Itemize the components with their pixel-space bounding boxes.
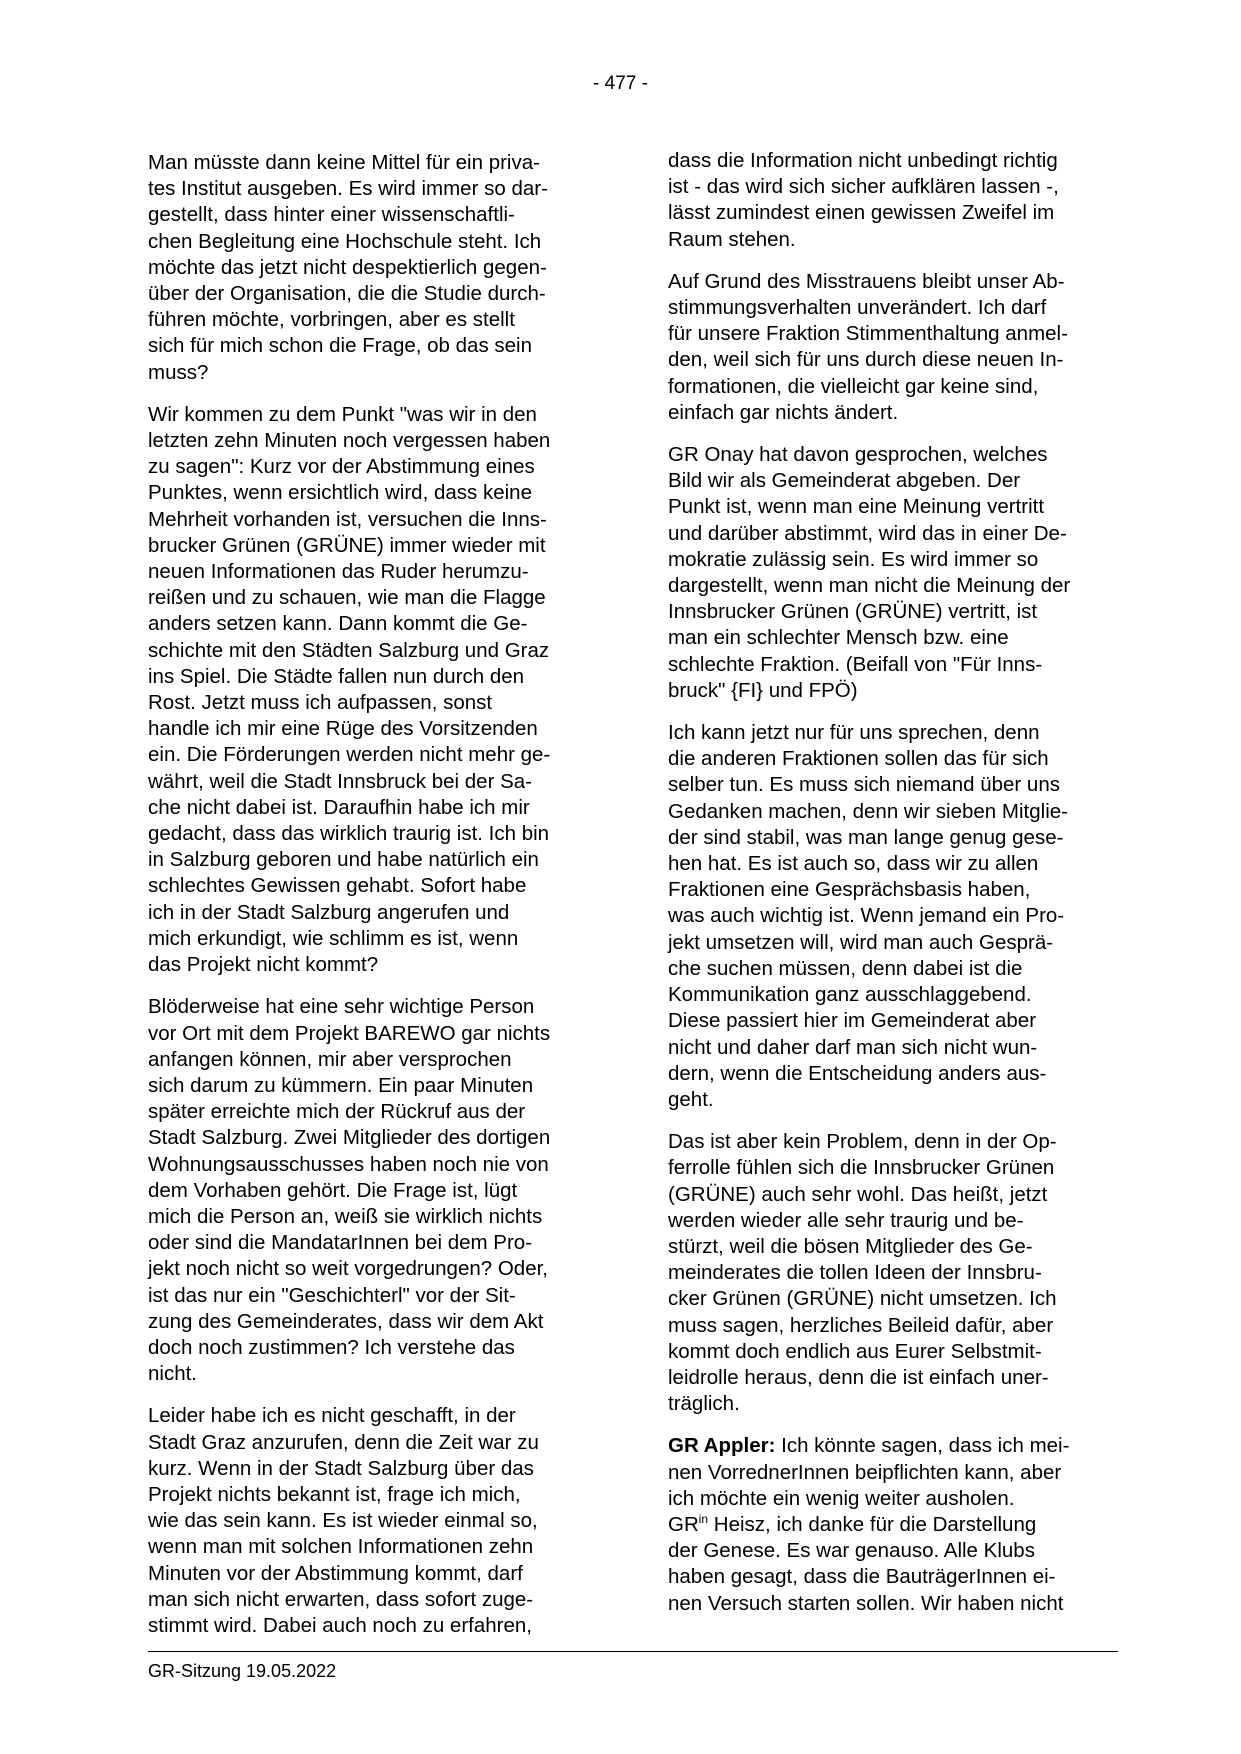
text-line: Gedanken machen, denn wir sieben Mitglie-	[668, 799, 1068, 823]
text-line: cker Grünen (GRÜNE) nicht umsetzen. Ich	[668, 1287, 1057, 1311]
text-line: man ein schlechter Mensch bzw. eine	[668, 626, 1009, 650]
text-line: ins Spiel. Die Städte fallen nun durch den	[148, 664, 525, 688]
text-line: dem Vorhaben gehört. Die Frage ist, lügt	[148, 1178, 518, 1202]
text-line: Ich kann jetzt nur für uns sprechen, denn	[668, 721, 1040, 745]
text-line: oder sind die MandatarInnen bei dem Pro-	[148, 1231, 533, 1255]
text-line: wie das sein kann. Es ist wieder einmal so,	[148, 1509, 538, 1533]
text-line: muss?	[148, 360, 209, 384]
text-line	[668, 1433, 1123, 1459]
footer-session-date: GR-Sitzung 19.05.2022	[148, 1661, 337, 1681]
text-line: die anderen Fraktionen sollen das für sich	[668, 747, 1049, 771]
left-column	[148, 150, 603, 1655]
text-line: GR Onay hat davon gesprochen, welches	[668, 443, 1048, 467]
text-line: man sich nicht erwarten, dass sofort zuge-	[148, 1587, 534, 1611]
text-line: ein. Die Förderungen werden nicht mehr ge-	[148, 743, 551, 767]
text-line: Punkt ist, wenn man eine Meinung vertritt	[668, 495, 1045, 519]
text-line: ich möchte ein wenig weiter ausholen.	[668, 1486, 1015, 1510]
text-line: Blöderweise hat eine sehr wichtige Person	[148, 995, 535, 1019]
text-line: führen möchte, vorbringen, aber es stellt	[148, 308, 515, 332]
text-line: Innsbrucker Grünen (GRÜNE) vertritt, ist	[668, 600, 1038, 624]
paragraph-appler	[668, 1433, 1123, 1616]
text-line: ist das nur ein "Geschichterl" vor der Sit-	[148, 1283, 516, 1307]
text-line: selber tun. Es muss sich niemand über uns	[668, 773, 1060, 797]
text-line: Stadt Salzburg. Zwei Mitglieder des dortigen	[148, 1126, 551, 1150]
text-line: kurz. Wenn in der Stadt Salzburg über das	[148, 1456, 534, 1480]
text-line: schlechtes Gewissen gehabt. Sofort habe	[148, 874, 527, 898]
text-line: che nicht dabei ist. Daraufhin habe ich mir	[148, 795, 530, 819]
text-line: geht.	[668, 1087, 714, 1111]
text-span: Heisz, ich danke für die Darstellung	[708, 1512, 1037, 1536]
text-line: ich in der Stadt Salzburg angerufen und	[148, 900, 510, 924]
text-line: zu sagen": Kurz vor der Abstimmung eines	[148, 455, 535, 479]
text-line: doch noch zustimmen? Ich verstehe das	[148, 1335, 515, 1359]
text-line: Minuten vor der Abstimmung kommt, darf	[148, 1561, 523, 1585]
text-line: letzten zehn Minuten noch vergessen haben	[148, 429, 551, 453]
paragraph	[668, 269, 1123, 426]
text-line: dass die Information nicht unbedingt richtig	[668, 149, 1058, 172]
paragraph	[668, 148, 1123, 253]
text-line: für unsere Fraktion Stimmenthaltung anmel-	[668, 322, 1068, 346]
text-line: stimmt wird. Dabei auch noch zu erfahren,	[148, 1613, 532, 1637]
text-line: tes Institut ausgeben. Es wird immer so dar-	[148, 177, 548, 201]
text-line: dern, wenn die Entscheidung anders aus-	[668, 1061, 1047, 1085]
text-line: Wir kommen zu dem Punkt "was wir in den	[148, 402, 537, 426]
text-line: stürzt, weil die bösen Mitglieder des Ge-	[668, 1234, 1033, 1258]
text-line: Projekt nichts bekannt ist, frage ich mich,	[148, 1482, 521, 1506]
text-line: neuen Informationen das Ruder herumzu-	[148, 560, 529, 584]
text-line: später erreichte mich der Rückruf aus der	[148, 1100, 526, 1124]
text-line: che suchen müssen, denn dabei ist die	[668, 956, 1023, 980]
text-line: stimmungsverhalten unverändert. Ich darf	[668, 296, 1047, 320]
text-line: haben gesagt, dass die BauträgerInnen ei-	[668, 1565, 1056, 1589]
text-line: Kommunikation ganz ausschlaggebend.	[668, 983, 1032, 1007]
text-line: das Projekt nicht kommt?	[148, 953, 379, 977]
text-line: jekt noch nicht so weit vorgedrungen? Oder,	[148, 1257, 548, 1281]
text-line: in Salzburg geboren und habe natürlich ein	[148, 848, 539, 872]
text-line: nen VorrednerInnen beipflichten kann, aber	[668, 1460, 1062, 1484]
paragraph	[668, 1129, 1123, 1417]
text-line: ist - das wird sich sicher aufklären lassen -,	[668, 175, 1059, 199]
text-line: (GRÜNE) auch sehr wohl. Das heißt, jetzt	[668, 1182, 1048, 1206]
text-line: schlechte Fraktion. (Beifall von "Für Inns-	[668, 652, 1043, 676]
text-line: sich darum zu kümmern. Ein paar Minuten	[148, 1073, 534, 1097]
text-line: Mehrheit vorhanden ist, versuchen die Inns-	[148, 507, 547, 531]
text-span: GR	[668, 1512, 699, 1536]
text-line: dargestellt, wenn man nicht die Meinung der	[668, 574, 1071, 598]
text-line: anders setzen kann. Dann kommt die Ge-	[148, 612, 528, 636]
text-line: sich für mich schon die Frage, ob das sein	[148, 334, 532, 358]
text-line: anfangen können, mir aber versprochen	[148, 1047, 512, 1071]
text-line: Punktes, wenn ersichtlich wird, dass keine	[148, 481, 532, 505]
paragraph	[148, 150, 603, 386]
paragraph	[148, 402, 603, 978]
speaker-name: GR Appler:	[668, 1434, 776, 1458]
text-line: Stadt Graz anzurufen, denn die Zeit war zu	[148, 1430, 539, 1454]
text-line: lässt zumindest einen gewissen Zweifel im	[668, 201, 1055, 225]
text-line: Rost. Jetzt muss ich aufpassen, sonst	[148, 691, 493, 715]
text-line: handle ich mir eine Rüge des Vorsitzenden	[148, 717, 538, 741]
paragraph	[668, 720, 1123, 1113]
text-line: der sind stabil, was man lange genug gese-	[668, 825, 1064, 849]
text-line: werden wieder alle sehr traurig und be-	[668, 1208, 1024, 1232]
text-line: den, weil sich für uns durch diese neuen In-	[668, 348, 1064, 372]
paragraph	[148, 994, 603, 1387]
text-line: wenn man mit solchen Informationen zehn	[148, 1535, 534, 1559]
text-line: chen Begleitung eine Hochschule steht. Ich	[148, 229, 542, 253]
footer-divider	[148, 1651, 1118, 1652]
text-line: Man müsste dann keine Mittel für ein priva-	[148, 151, 540, 174]
right-column	[668, 148, 1123, 1633]
text-line: formationen, die vielleicht gar keine sind,	[668, 374, 1039, 398]
text-line: Leider habe ich es nicht geschafft, in der	[148, 1404, 516, 1428]
text-line: zung des Gemeinderates, dass wir dem Akt	[148, 1309, 544, 1333]
text-line: währt, weil die Stadt Innsbruck bei der Sa-	[148, 769, 532, 793]
text-line: vor Ort mit dem Projekt BAREWO gar nichts	[148, 1021, 551, 1045]
text-line: Bild wir als Gemeinderat abgeben. Der	[668, 469, 1021, 493]
text-line: mich erkundigt, wie schlimm es ist, wenn	[148, 926, 519, 950]
text-line: brucker Grünen (GRÜNE) immer wieder mit	[148, 533, 546, 557]
text-line: über der Organisation, die die Studie durch-	[148, 282, 546, 306]
text-line: hen hat. Es ist auch so, dass wir zu allen	[668, 852, 1039, 876]
text-line: der Genese. Es war genauso. Alle Klubs	[668, 1539, 1035, 1563]
text-line	[668, 1512, 1123, 1538]
text-line: Diese passiert hier im Gemeinderat aber	[668, 1009, 1037, 1033]
text-line: möchte das jetzt nicht despektierlich gegen-	[148, 255, 547, 279]
text-line: mich die Person an, weiß sie wirklich nichts	[148, 1204, 543, 1228]
paragraph	[148, 1403, 603, 1639]
text-line: einfach gar nichts ändert.	[668, 400, 899, 424]
text-line: Wohnungsausschusses haben noch nie von	[148, 1152, 549, 1176]
text-line: leidrolle heraus, denn die ist einfach uner-	[668, 1365, 1049, 1389]
text-line: kommt doch endlich aus Eurer Selbstmit-	[668, 1339, 1042, 1363]
text-line: mokratie zulässig sein. Es wird immer so	[668, 547, 1039, 571]
page-number: - 477 -	[593, 73, 648, 94]
text-line: nicht.	[148, 1362, 197, 1386]
text-line: und darüber abstimmt, wird das in einer De-	[668, 521, 1067, 545]
text-line: schichte mit den Städten Salzburg und Graz	[148, 638, 550, 662]
text-line: nen Versuch starten sollen. Wir haben nicht	[668, 1591, 1064, 1615]
text-line: bruck" {FI} und FPÖ)	[668, 678, 858, 702]
text-line: jekt umsetzen will, wird man auch Gesprä-	[668, 930, 1054, 954]
text-line: Auf Grund des Misstrauens bleibt unser Ab-	[668, 269, 1065, 293]
text-line: gedacht, dass das wirklich traurig ist. Ich bin	[148, 822, 550, 846]
text-line: muss sagen, herzliches Beileid dafür, aber	[668, 1313, 1054, 1337]
text-line: gestellt, dass hinter einer wissenschaftli-	[148, 203, 515, 227]
paragraph	[668, 442, 1123, 704]
superscript: in	[698, 1512, 709, 1527]
text-line: meinderates die tollen Ideen der Innsbru-	[668, 1261, 1042, 1285]
text-line: nicht und daher darf man sich nicht wun-	[668, 1035, 1038, 1059]
text-line: Fraktionen eine Gesprächsbasis haben,	[668, 878, 1031, 902]
text-line: ferrolle fühlen sich die Innsbrucker Grünen	[668, 1156, 1055, 1180]
text-line: was auch wichtig ist. Wenn jemand ein Pro-	[668, 904, 1065, 928]
text-line: reißen und zu schauen, wie man die Flagge	[148, 586, 546, 610]
text-line: träglich.	[668, 1392, 740, 1416]
text-line: Raum stehen.	[668, 227, 796, 251]
text-line: Das ist aber kein Problem, denn in der Op-	[668, 1130, 1057, 1154]
text-span: Ich könnte sagen, dass ich mei-	[775, 1434, 1070, 1458]
